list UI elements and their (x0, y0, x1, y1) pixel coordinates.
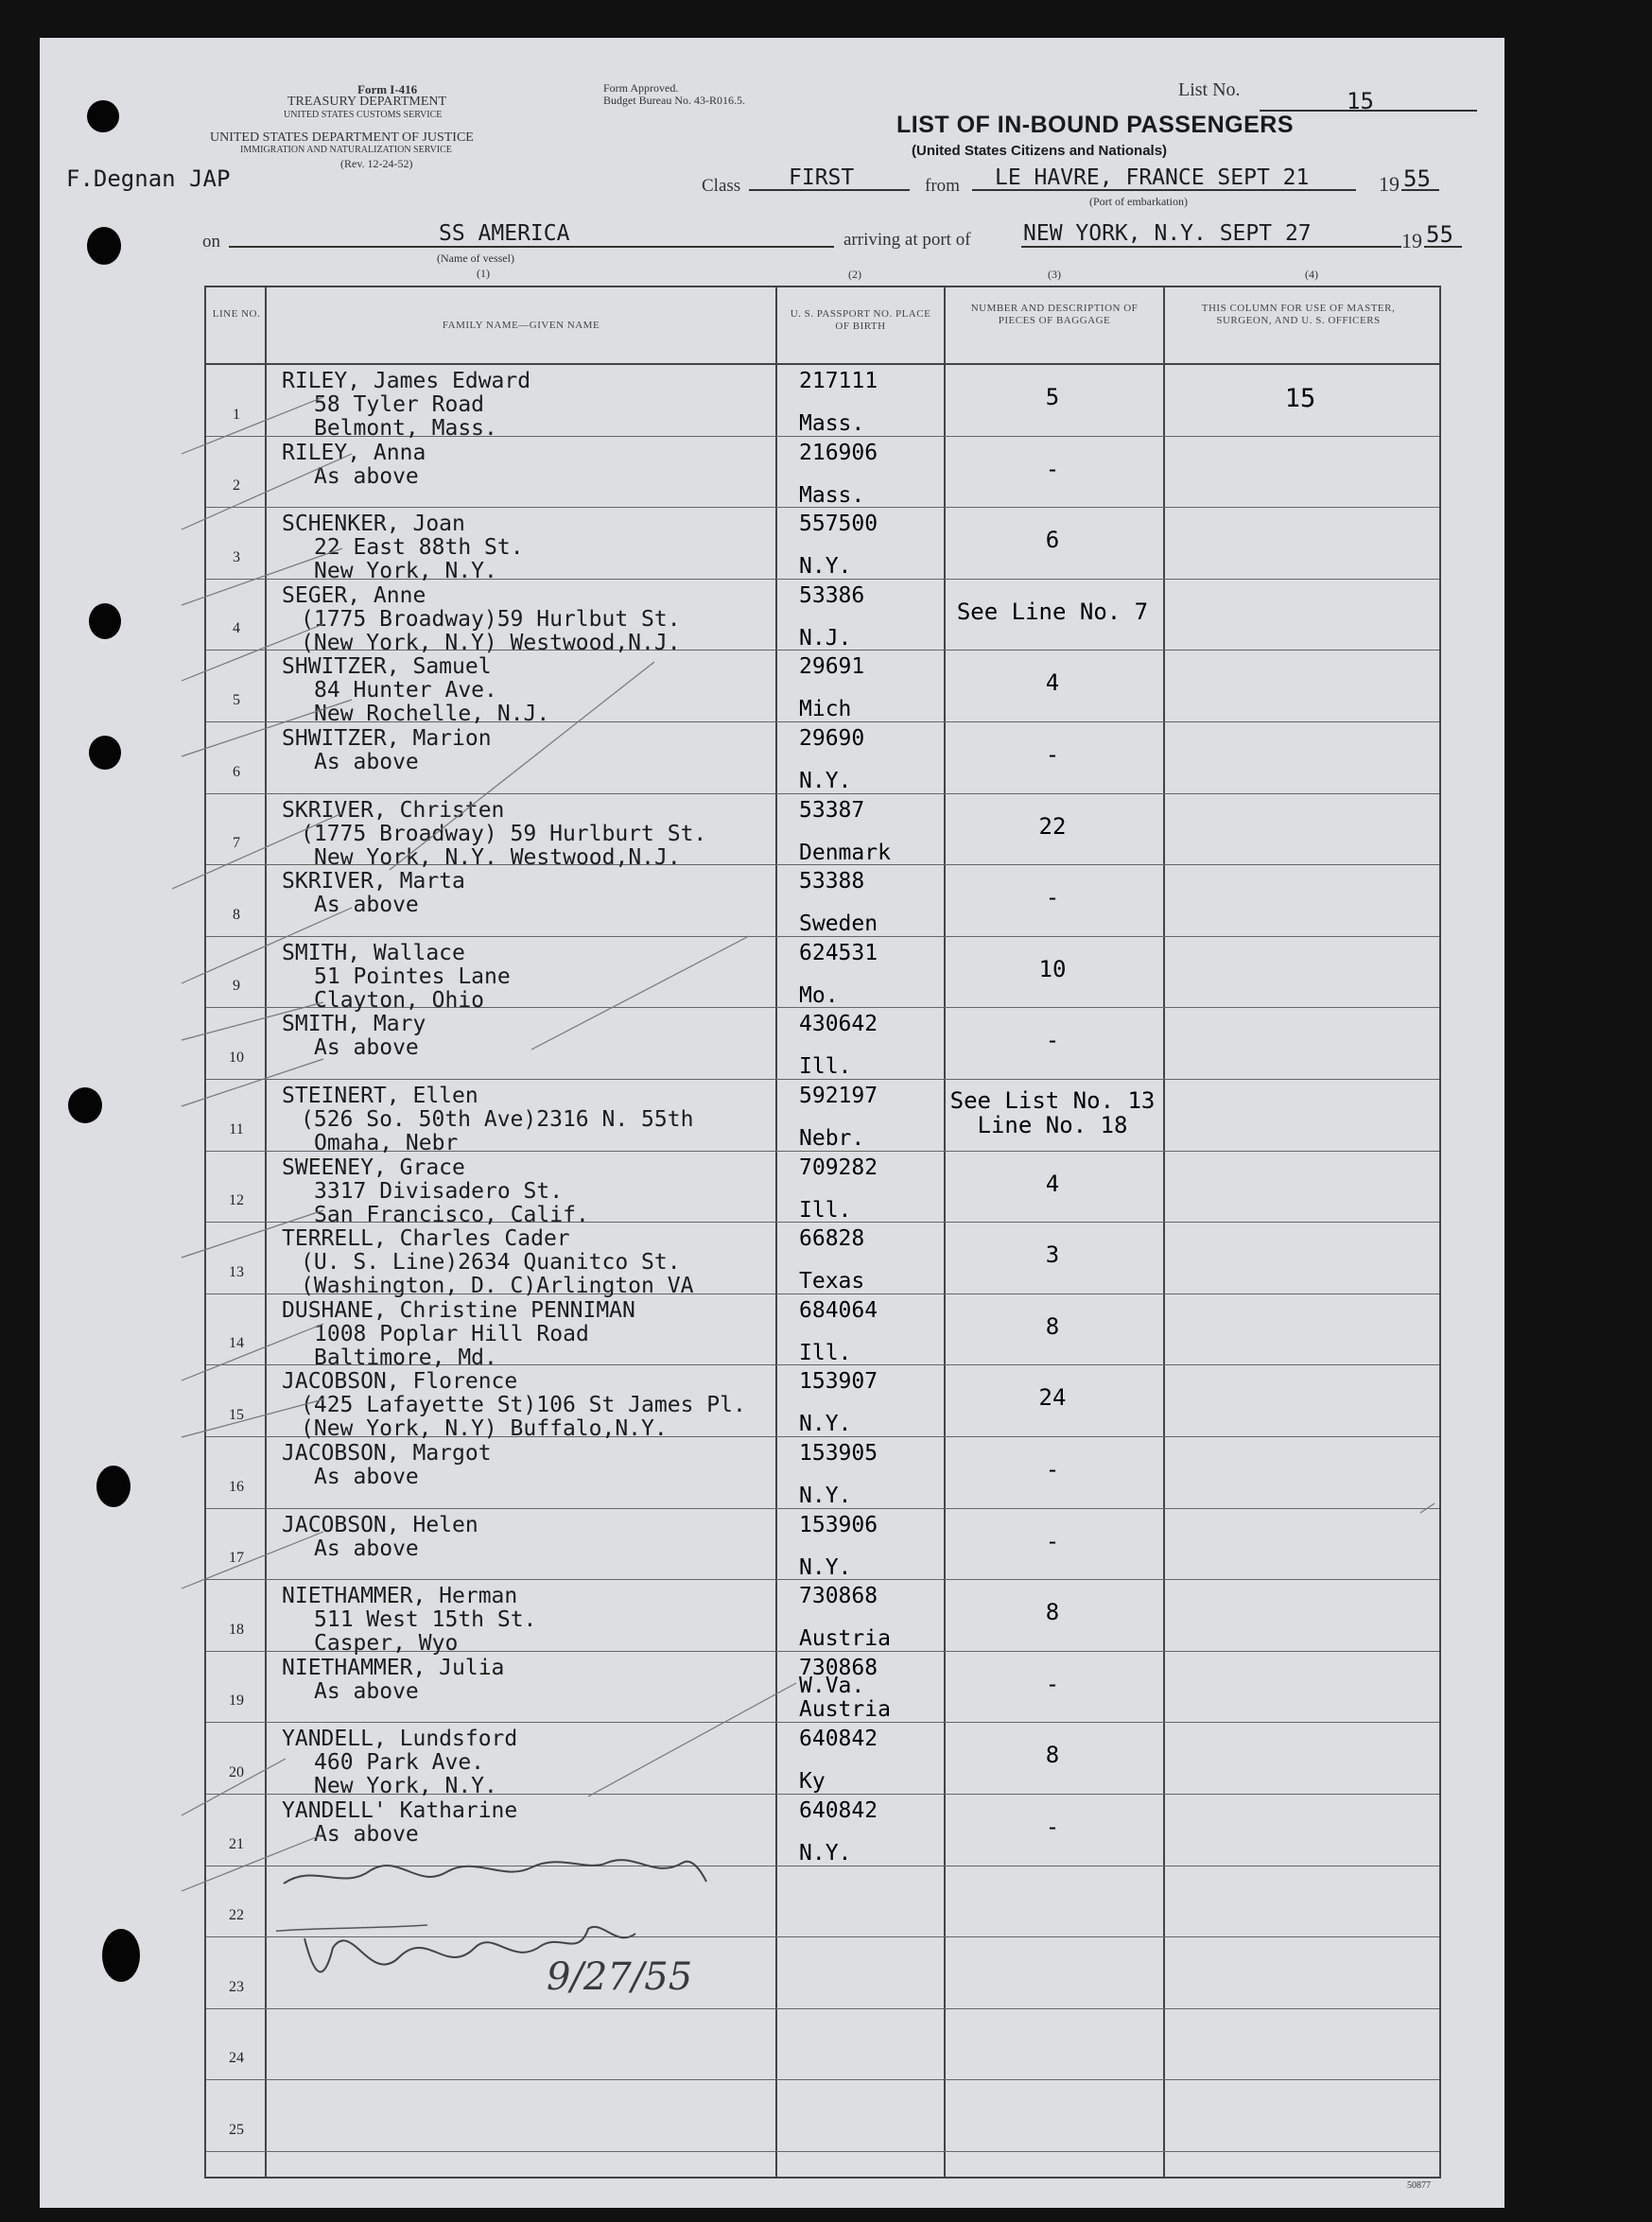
line-number: 25 (229, 2121, 244, 2138)
place-of-birth: N.Y. (799, 554, 852, 580)
line-number: 22 (229, 1907, 244, 1924)
passenger-address: As above (314, 1536, 419, 1561)
line-number: 12 (229, 1192, 244, 1209)
passport-number: 592197 (799, 1084, 878, 1108)
line-number: 1 (233, 406, 240, 423)
passenger-name: NIETHAMMER, Julia (282, 1655, 505, 1680)
baggage-count: 8 (1045, 1742, 1060, 1769)
baggage-count: 8 (1045, 1599, 1060, 1626)
line-number: 20 (229, 1763, 244, 1780)
line-number: 18 (229, 1621, 244, 1638)
passenger-address: (U. S. Line)2634 Quanitco St. (301, 1250, 681, 1276)
baggage-count: 10 (1038, 955, 1067, 982)
place-of-birth: Ky (799, 1769, 826, 1795)
document-subtitle: (United States Citizens and Nationals) (912, 143, 1168, 159)
passport-number: 153905 (799, 1441, 878, 1466)
baggage-count: - (1045, 1527, 1060, 1554)
passenger-name: SKRIVER, Christen (282, 797, 505, 823)
passport-number: 624531 (799, 940, 878, 965)
passenger-address: New York, N.Y. (314, 559, 497, 584)
baggage-count: 22 (1038, 812, 1067, 840)
handwritten-date: 9/27/55 (547, 1955, 693, 1999)
passenger-address: (526 So. 50th Ave)2316 N. 55th (301, 1107, 694, 1132)
baggage-count: See List No. 13 (949, 1087, 1156, 1114)
col-num-2: (2) (848, 268, 861, 281)
passenger-name: SMITH, Mary (282, 1012, 426, 1037)
passenger-address: As above (314, 893, 419, 918)
passenger-address: (1775 Broadway)59 Hurlbut St. (301, 606, 681, 632)
passenger-address: Clayton, Ohio (314, 987, 485, 1013)
passenger-address: New York, N.Y. (314, 1774, 497, 1799)
passenger-name: SHWITZER, Marion (282, 726, 492, 751)
year-prefix-1: 19 (1379, 172, 1400, 196)
ins-service: IMMIGRATION AND NATURALIZATION SERVICE (240, 145, 452, 155)
passport-number: 640842 (799, 1727, 878, 1752)
col-num-3: (3) (1048, 268, 1061, 281)
budget-bureau: Budget Bureau No. 43-R016.5. (603, 94, 745, 107)
passenger-address: 58 Tyler Road (314, 392, 485, 417)
place-of-birth: W.Va. Austria (799, 1673, 891, 1722)
passenger-address: 1008 Poplar Hill Road (314, 1321, 589, 1346)
passenger-name: SKRIVER, Marta (282, 869, 465, 894)
from-label: from (925, 176, 960, 196)
line-number: 21 (229, 1835, 244, 1852)
manifest-sheet (40, 38, 1504, 2208)
passenger-name: RILEY, Anna (282, 440, 426, 465)
passenger-name: RILEY, James Edward (282, 369, 531, 393)
passenger-name: JACOBSON, Helen (282, 1512, 478, 1537)
line-number: 2 (233, 477, 240, 495)
passenger-address: Omaha, Nebr (314, 1131, 459, 1155)
passport-number: 730868 (799, 1655, 878, 1680)
place-of-birth: N.Y. (799, 1484, 852, 1508)
passenger-name: SWEENEY, Grace (282, 1154, 465, 1180)
baggage-count: - (1045, 1027, 1060, 1054)
passenger-address: 511 West 15th St. (314, 1607, 537, 1633)
year-2: 55 (1426, 221, 1453, 248)
passenger-address: New York, N.Y. Westwood,N.J. (314, 844, 681, 870)
passenger-address: New Rochelle, N.J. (314, 702, 550, 727)
place-of-birth: Nebr. (799, 1126, 865, 1151)
customs-service: UNITED STATES CUSTOMS SERVICE (284, 110, 443, 120)
passenger-name: STEINERT, Ellen (282, 1084, 478, 1108)
line-number: 10 (229, 1049, 244, 1066)
baggage-count: See Line No. 7 (956, 598, 1149, 625)
line-number: 19 (229, 1693, 244, 1710)
line-number: 6 (233, 763, 240, 780)
passport-number: 640842 (799, 1798, 878, 1823)
passport-number: 684064 (799, 1297, 878, 1323)
passenger-address: As above (314, 463, 419, 489)
vessel-caption: (Name of vessel) (437, 252, 514, 265)
place-of-birth: Texas (799, 1269, 865, 1294)
baggage-count: 8 (1045, 1312, 1060, 1340)
on-label: on (202, 232, 220, 252)
line-number: 11 (229, 1120, 244, 1137)
header-officers: THIS COLUMN FOR USE OF MASTER, SURGEON, AND U. S. OFFICERS (1201, 303, 1396, 326)
place-of-birth: Ill. (799, 1340, 852, 1365)
baggage-count: 4 (1045, 1170, 1060, 1197)
baggage-count: 6 (1045, 527, 1060, 554)
passport-number: 709282 (799, 1154, 878, 1180)
class-value: FIRST (789, 165, 855, 190)
baggage-count: 4 (1045, 669, 1060, 697)
line-number: 7 (233, 835, 240, 852)
line-number: 16 (229, 1478, 244, 1495)
passenger-address: As above (314, 1035, 419, 1061)
passenger-address: As above (314, 1822, 419, 1847)
passenger-name: SMITH, Wallace (282, 940, 465, 965)
baggage-count: 24 (1038, 1384, 1067, 1412)
passport-number: 53388 (799, 869, 865, 894)
officer-initials: F.Degnan JAP (66, 165, 231, 192)
officer-note: 15 (1284, 384, 1316, 413)
baggage-count: - (1045, 1456, 1060, 1483)
line-number: 14 (229, 1335, 244, 1352)
pencil-strokes (40, 38, 1504, 2208)
passenger-name: DUSHANE, Christine PENNIMAN (282, 1297, 635, 1323)
passenger-address: 51 Pointes Lane (314, 963, 511, 989)
vessel-name: SS AMERICA (439, 221, 570, 246)
passenger-name: SCHENKER, Joan (282, 512, 465, 537)
arrival-value: NEW YORK, N.Y. SEPT 27 (1023, 221, 1312, 246)
passport-number: 29690 (799, 726, 865, 751)
col-num-4: (4) (1305, 268, 1318, 281)
form-number: Form I-416 (357, 82, 418, 96)
passenger-name: YANDELL' Katharine (282, 1798, 518, 1823)
line-number: 9 (233, 978, 240, 995)
year-1: 55 (1403, 165, 1431, 192)
line-number: 3 (233, 548, 240, 565)
passport-number: 557500 (799, 512, 878, 537)
justice-dept: UNITED STATES DEPARTMENT OF JUSTICE (210, 130, 474, 145)
port-embark-caption: (Port of embarkation) (1089, 195, 1188, 208)
passenger-address: (425 Lafayette St)106 St James Pl. (301, 1393, 746, 1418)
from-value: LE HAVRE, FRANCE SEPT 21 (995, 165, 1310, 190)
passenger-address: (Washington, D. C)Arlington VA (301, 1274, 694, 1299)
place-of-birth: Mass. (799, 482, 865, 508)
baggage-count: 5 (1045, 384, 1060, 410)
place-of-birth: Sweden (799, 911, 878, 937)
passenger-address: (New York, N.Y) Westwood,N.J. (301, 630, 681, 655)
passenger-name: TERRELL, Charles Cader (282, 1226, 570, 1252)
place-of-birth: Mass. (799, 411, 865, 436)
passport-number: 430642 (799, 1012, 878, 1037)
passenger-address: (New York, N.Y) Buffalo,N.Y. (301, 1416, 668, 1442)
header-line-no: LINE NO. (212, 308, 261, 320)
passport-number: 153907 (799, 1369, 878, 1395)
baggage-count: - (1045, 884, 1060, 911)
passport-number: 730868 (799, 1584, 878, 1609)
place-of-birth: N.Y. (799, 769, 852, 793)
year-prefix-2: 19 (1401, 229, 1422, 252)
passenger-name: JACOBSON, Florence (282, 1369, 518, 1395)
passenger-address: Casper, Wyo (314, 1631, 459, 1657)
place-of-birth: N.Y. (799, 1554, 852, 1580)
passenger-address: Baltimore, Md. (314, 1345, 497, 1370)
baggage-count: 3 (1045, 1241, 1060, 1269)
passenger-address: 84 Hunter Ave. (314, 678, 497, 703)
place-of-birth: Ill. (799, 1054, 852, 1080)
passenger-address: As above (314, 1465, 419, 1489)
passenger-name: JACOBSON, Margot (282, 1441, 492, 1466)
passenger-name: SEGER, Anne (282, 582, 426, 608)
passenger-name: YANDELL, Lundsford (282, 1727, 518, 1752)
line-number: 8 (233, 906, 240, 923)
header-name: FAMILY NAME—GIVEN NAME (442, 320, 600, 331)
list-no-value: 15 (1347, 88, 1374, 114)
passport-number: 29691 (799, 654, 865, 680)
baggage-count: - (1045, 741, 1060, 768)
passenger-address: (1775 Broadway) 59 Hurlburt St. (301, 821, 707, 846)
treasury-dept: TREASURY DEPARTMENT (287, 95, 447, 109)
passenger-address: As above (314, 1678, 419, 1704)
passport-number: 216906 (799, 440, 878, 465)
passport-number: 217111 (799, 369, 878, 393)
class-label: Class (702, 176, 741, 196)
line-number: 17 (229, 1550, 244, 1567)
place-of-birth: Mich (799, 697, 852, 722)
line-number: 4 (233, 620, 240, 637)
arriving-label: arriving at port of (843, 230, 971, 250)
footer-code: 50877 (1407, 2180, 1431, 2191)
baggage-count: - (1045, 1670, 1060, 1697)
passport-number: 66828 (799, 1226, 865, 1252)
passenger-address: 22 East 88th St. (314, 535, 524, 561)
header-baggage: NUMBER AND DESCRIPTION OF PIECES OF BAGGAGE (970, 303, 1139, 326)
line-number: 24 (229, 2050, 244, 2067)
place-of-birth: N.Y. (799, 1412, 852, 1437)
passenger-address: Belmont, Mass. (314, 416, 497, 441)
passenger-address: As above (314, 750, 419, 774)
passport-number: 53387 (799, 797, 865, 823)
place-of-birth: Mo. (799, 982, 839, 1008)
col-num-1: (1) (477, 267, 490, 280)
passenger-address: 3317 Divisadero St. (314, 1178, 564, 1204)
passport-number: 153906 (799, 1512, 878, 1537)
baggage-count: - (1045, 455, 1060, 482)
list-no-label: List No. (1178, 79, 1241, 100)
passenger-name: NIETHAMMER, Herman (282, 1584, 518, 1609)
form-approved: Form Approved. (603, 81, 679, 95)
line-number: 15 (229, 1406, 244, 1423)
baggage-count: - (1045, 1814, 1060, 1840)
line-number: 5 (233, 691, 240, 708)
passenger-address: San Francisco, Calif. (314, 1202, 589, 1227)
passport-number: 53386 (799, 582, 865, 608)
baggage-count: Line No. 18 (977, 1112, 1128, 1138)
revision: (Rev. 12-24-52) (340, 157, 413, 170)
place-of-birth: N.Y. (799, 1841, 852, 1866)
place-of-birth: N.J. (799, 625, 852, 651)
place-of-birth: Denmark (799, 840, 891, 865)
line-number: 13 (229, 1263, 244, 1280)
place-of-birth: Austria (799, 1626, 891, 1652)
header-passport: U. S. PASSPORT NO. PLACE OF BIRTH (790, 308, 931, 332)
place-of-birth: Ill. (799, 1197, 852, 1223)
line-number: 23 (229, 1978, 244, 1995)
document-title: LIST OF IN-BOUND PASSENGERS (896, 112, 1295, 138)
passenger-address: 460 Park Ave. (314, 1750, 485, 1776)
passenger-name: SHWITZER, Samuel (282, 654, 492, 680)
